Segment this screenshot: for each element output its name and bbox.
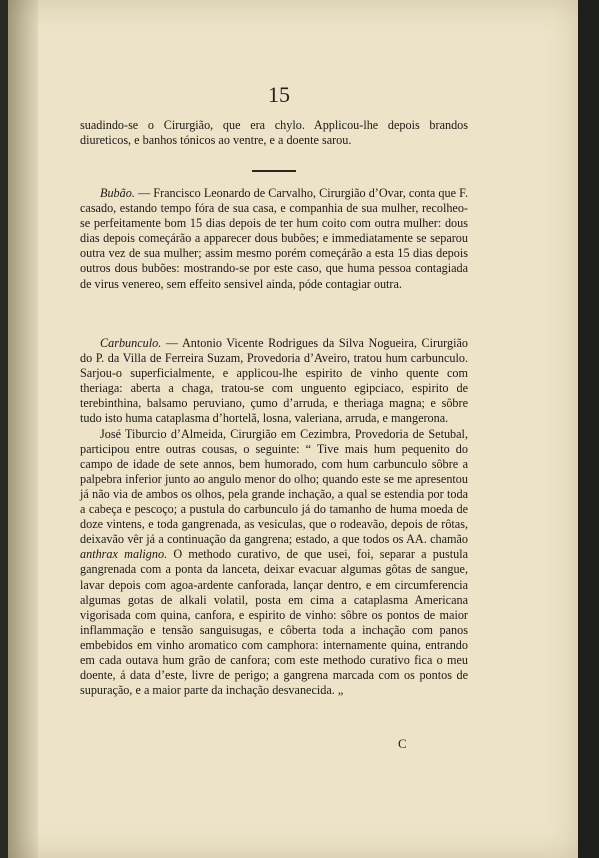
book-page — [8, 0, 578, 858]
signature-mark: C — [398, 736, 407, 751]
jose-paragraph — [80, 427, 468, 699]
paragraph-continuation — [80, 118, 468, 148]
para-text: suadindo-se o Cirurgião, que era chylo. Applicou-lhe depois brandos diureticos, e banhos tónicos ao ventre, e a doente sarou. — [80, 118, 468, 148]
carbunculo-text: — Antonio Vicente Rodrigues da Silva Nogueira, Cirurgião do P. da Villa de Ferreira Suzam, Provedoria d’Aveiro, tratou hum carbunculo. Sarjou-o superficialmente, e applicou-lhe espirito de vinho quente com theriaga: aberta a chaga, tratou-se com unguento egipciaco, espirito de terebinthina, balsamo peruviano, çumo d’arruda, e theriaga magna; e sôbre tudo isto huma cataplasma d’hortelã, losna, valeriana, arruda, e mangerona. — [80, 336, 468, 426]
jose-italic: anthrax maligno. — [80, 547, 168, 562]
section-carbunculo — [80, 336, 468, 698]
page-number: 15 — [268, 82, 290, 107]
carbunculo-heading: Carbunculo. — [100, 336, 162, 350]
section-bubao — [80, 186, 468, 292]
carbunculo-paragraph — [80, 336, 468, 427]
jose-text-after: O methodo curativo, de que usei, foi, separar a pustula gangrenada com a ponta da lanceta, deixar evacuar algumas gôtas de sangue, lavar depois com agoa-ardente canforada, lançar dentro, e em circumferencia algumas gotas de alkali volatil, posta em cima a cataplasma Americana vigorisada com quina, canfora, e espirito de vinho: sôbre os pontos de maior inflammação e tensão sanguisugas, e côberta toda a inchação com panos embebidos em vinho aromatico com camphora: internamente quina, entrando em cada outava hum grão de canfora; com este methodo curativo fica o meu doente, á data d’este, livre de perigo; a gangrena marcada com os pontos de supuração, e a maior parte da inchação desvanecida. „ — [80, 547, 468, 698]
bubao-paragraph — [80, 186, 468, 292]
section-divider — [252, 170, 296, 172]
bubao-heading: Bubão. — [100, 186, 135, 200]
bubao-text: — Francisco Leonardo de Carvalho, Cirurgião d’Ovar, conta que F. casado, estando tempo fóra de sua casa, e companhia de sua mulher, recolheo-se perfeitamente bom 15 dias depois de ter hum coito com outra mulher: dous dias depois começárão a apparecer dous bubões; e immediatamente se separou outra vez de sua mulher; assim mesmo porém começárão a esta 15 dias depois outros dous bubões: mostrando-se por este caso, que huma pessoa contagiada de virus venereo, sem effeito sensivel ainda, póde contagiar outra. — [80, 186, 468, 291]
page-edge — [578, 0, 599, 858]
page-gutter-shadow — [8, 0, 38, 858]
jose-text-before: José Tiburcio d’Almeida, Cirurgião em Cezimbra, Provedoria de Setubal, participou entre outras cousas, o seguinte: “ Tive mais hum pequenito do campo de idade de sete annos, bem humorado, com hum carbunculo sôbre a palpebra inferior junto ao angulo menor do olho; quando este se me apresentou já não via de ambos os olhos, pela grande inchação, a qual se estendia por toda a cabeça e pescoço; a pustula do carbunculo já do tamanho de huma moeda de doze vintens, e toda gangrenada, as vesiculas, que o rodeavão, depois de rôtas, deixavão vêr já a continuação da gangrena; estado, a que todos os AA. chamão — [80, 426, 468, 547]
